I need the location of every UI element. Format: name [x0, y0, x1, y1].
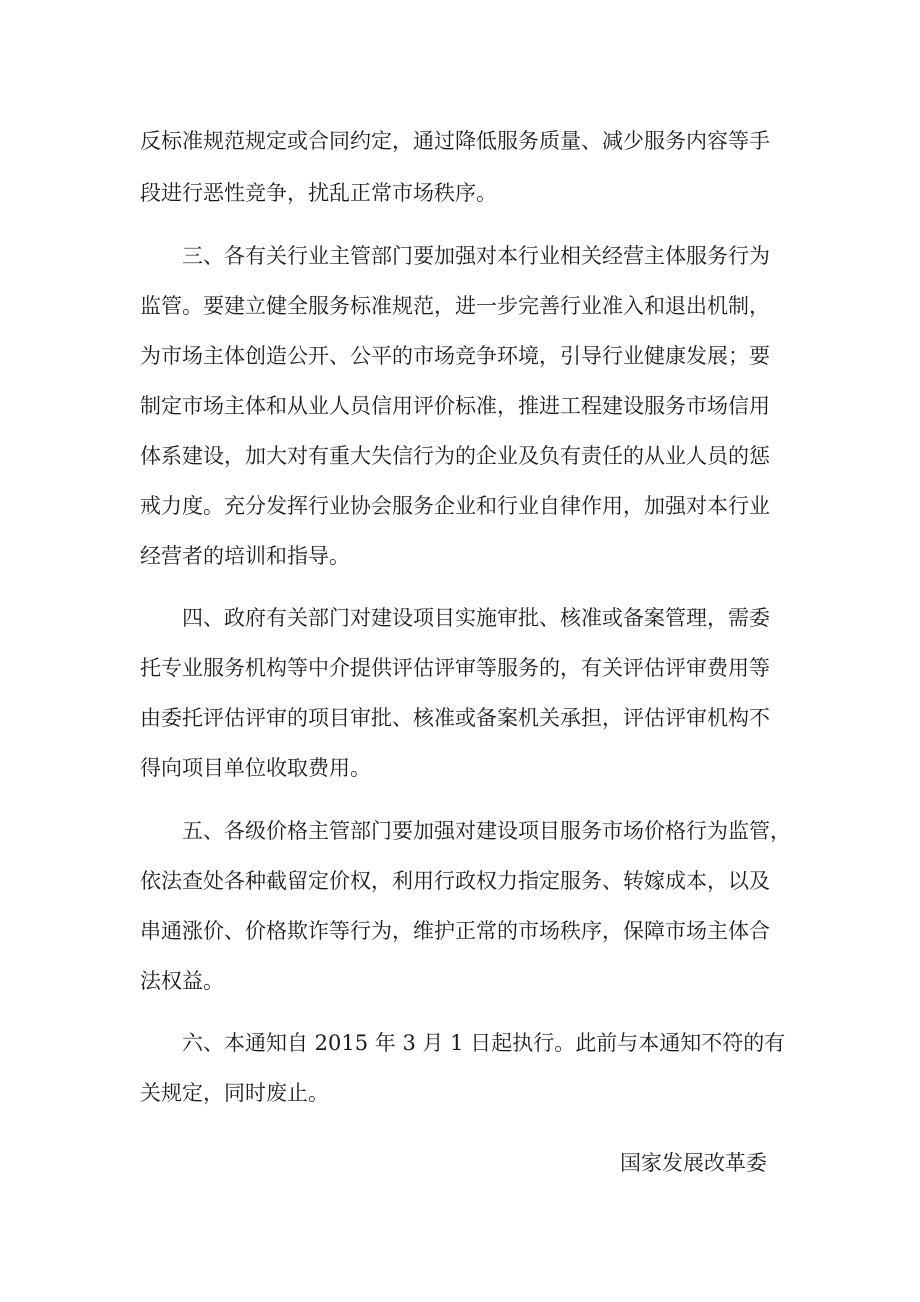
paragraph-line: 串通涨价、价格欺诈等行为，维护正常的市场秩序，保障市场主体合: [140, 919, 770, 943]
paragraph-line: 依法查处各种截留定价权，利用行政权力指定服务、转嫁成本，以及: [140, 869, 770, 893]
issuer-signature: 国家发展改革委: [620, 1151, 767, 1175]
paragraph-line: 体系建设，加大对有重大失信行为的企业及负有责任的从业人员的惩: [140, 444, 770, 468]
paragraph-line: 托专业服务机构等中介提供评估评审等服务的，有关评估评审费用等: [140, 656, 770, 680]
paragraph-line: 由委托评估评审的项目审批、核准或备案机关承担，评估评审机构不: [140, 706, 770, 730]
paragraph-line: 为市场主体创造公开、公平的市场竞争环境，引导行业健康发展；要: [140, 344, 770, 368]
paragraph-line: 经营者的培训和指导。: [140, 544, 350, 568]
paragraph-line: 段进行恶性竞争，扰乱正常市场秩序。: [140, 181, 497, 205]
paragraph-line: 得向项目单位收取费用。: [140, 756, 371, 780]
paragraph-line: 戒力度。充分发挥行业协会服务企业和行业自律作用，加强对本行业: [140, 494, 770, 518]
paragraph-line: 六、本通知自 2015 年 3 月 1 日起执行。此前与本通知不符的有: [182, 1031, 786, 1055]
paragraph-line: 三、各有关行业主管部门要加强对本行业相关经营主体服务行为: [182, 244, 770, 268]
paragraph-line: 制定市场主体和从业人员信用评价标准，推进工程建设服务市场信用: [140, 394, 770, 418]
paragraph-line: 法权益。: [140, 969, 224, 993]
paragraph-line: 五、各级价格主管部门要加强对建设项目服务市场价格行为监管，: [182, 819, 791, 843]
paragraph-line: 关规定，同时废止。: [140, 1081, 329, 1105]
paragraph-line: 反标准规范规定或合同约定，通过降低服务质量、减少服务内容等手: [140, 129, 770, 153]
paragraph-line: 监管。要建立健全服务标准规范，进一步完善行业准入和退出机制，: [140, 294, 770, 318]
paragraph-line: 四、政府有关部门对建设项目实施审批、核准或备案管理，需委: [182, 606, 770, 630]
